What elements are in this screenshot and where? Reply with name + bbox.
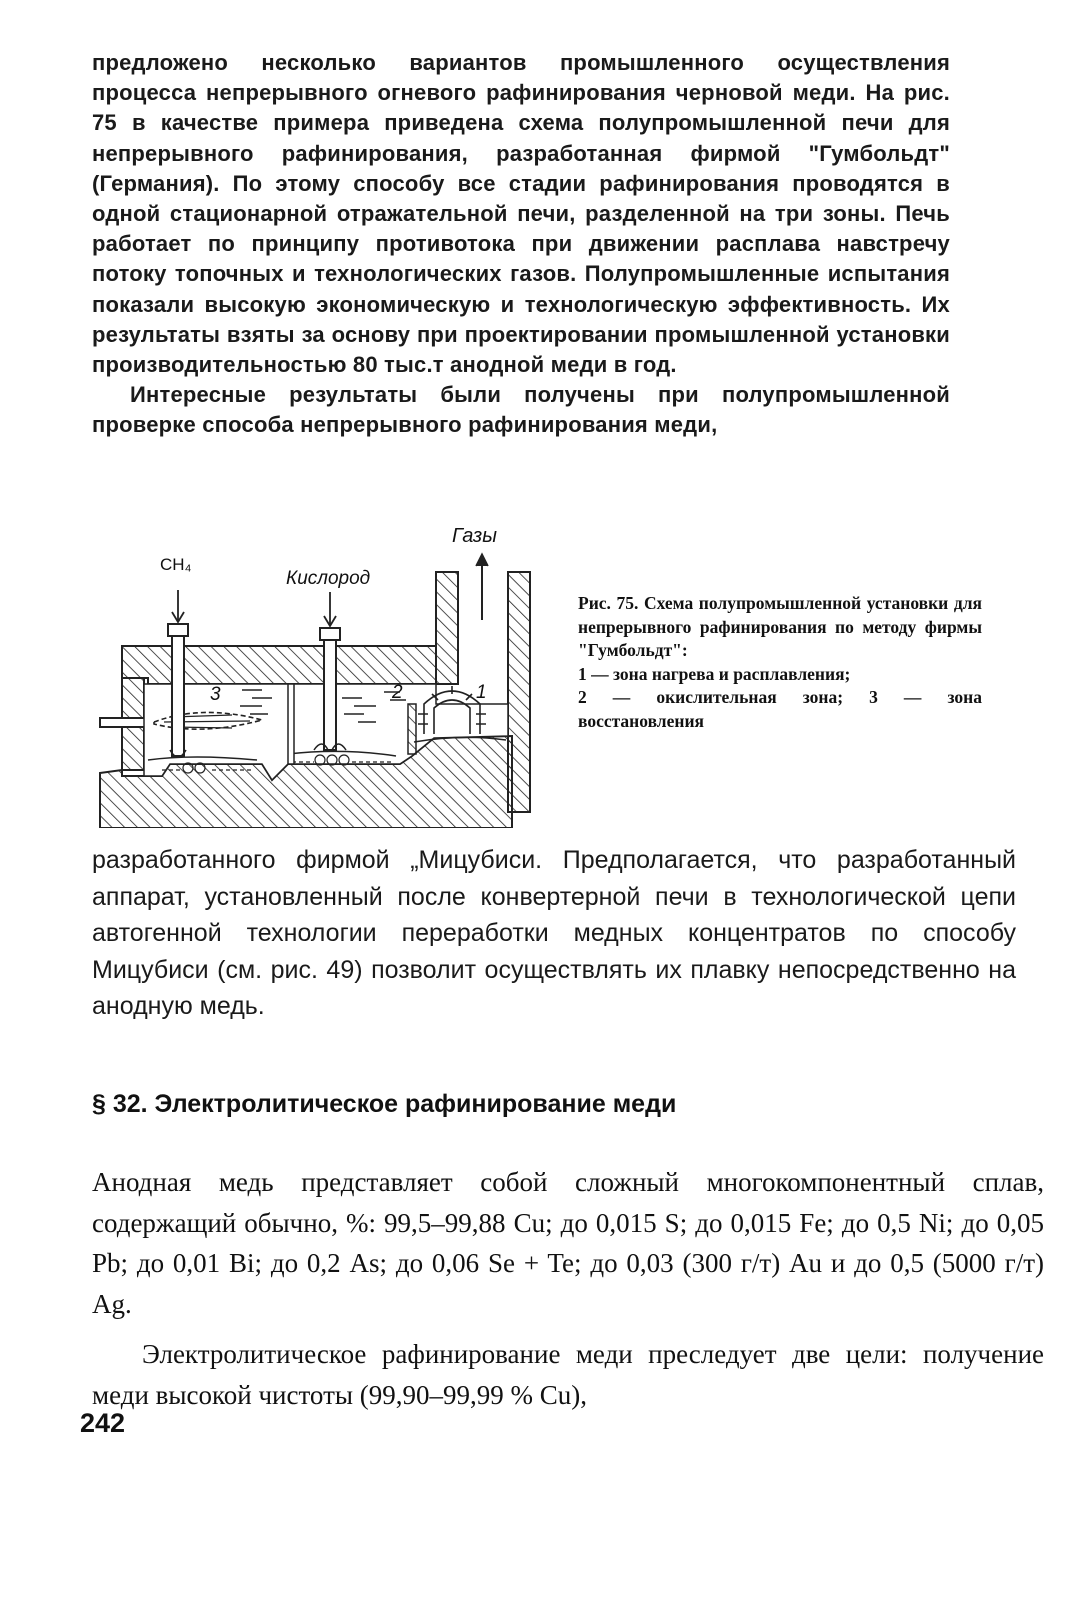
page-number: 242 bbox=[80, 1408, 126, 1438]
oxygen-lance-cap bbox=[320, 628, 340, 640]
gases-label: Газы bbox=[452, 528, 497, 547]
second-paragraph-end: разработанного фирмой „Мицубиси. Предполагается, что разработанный аппарат, установленный после конвертерной печи в технологической цепи автогенной технологии переработки медных концентратов по способу Мицубиси (см. рис. 49) позволит осуществлять их плавку непосредственно на анодную медь. bbox=[92, 846, 1016, 1021]
oxygen-lance bbox=[324, 636, 336, 750]
caption-zone-1: 1 — зона нагрева и расплавления; bbox=[578, 663, 851, 684]
figure-caption bbox=[578, 592, 982, 734]
furnace-diagram bbox=[92, 528, 538, 828]
caption-title: Рис. 75. Схема полупромышленной установки для непрерывного рафинирования по методу фирмы "Гумбольдт": bbox=[578, 593, 982, 661]
oxygen-label: Кислород bbox=[286, 568, 371, 589]
second-paragraph-start: Интересные результаты были получены при полупромышленной проверке способа непрерывного рафинирования меди, bbox=[92, 382, 950, 438]
zone-1-label: 1 bbox=[476, 682, 487, 703]
section-heading: § 32. Электролитическое рафинирование меди bbox=[92, 1090, 677, 1118]
bottom-text-block bbox=[92, 1162, 1044, 1415]
ch4-label: CH₄ bbox=[160, 555, 192, 574]
intro-paragraph: предложено несколько вариантов промышленного осуществления процесса непрерывного огневого рафинирования черновой меди. На рис. 75 в качестве примера приведена схема полупромышленной печи для непрерывного рафинирования, разработанная фирмой "Гумбольдт" (Германия). По этому способу все стадии рафинирования проводятся в одной стационарной отражательной печи, разделенной на три зоны. Печь работает по принципу противотока при движении расплава навстречу потоку топочных и технологических газов. Полупромышленные испытания показали высокую экономическую и технологическую эффективность. Их результаты взяты за основу при проектировании промышленной установки производительностью 80 тыс.т анодной меди в год. bbox=[92, 50, 950, 378]
ch4-lance bbox=[172, 632, 184, 756]
caption-zones-2-3: 2 — окислительная зона; 3 — зона восстановления bbox=[578, 687, 982, 731]
furnace-roof bbox=[122, 646, 436, 684]
partition-wall bbox=[288, 684, 294, 764]
ch4-lance-cap bbox=[168, 624, 188, 636]
zone-3-label: 3 bbox=[210, 684, 221, 705]
composition-paragraph: Анодная медь представляет собой сложный многокомпонентный сплав, содержащий обычно, %: 99,5–99,88 Cu; до 0,015 S; до 0,015 Fe; до 0,5 Ni; до 0,05 Pb; до 0,01 Bi; до 0,2 As; до 0,06 Se + Te; до 0,03 (300 г/т) Au и до 0,5 (5000 г/т) Ag. bbox=[92, 1167, 1044, 1319]
zone-2-label: 2 bbox=[392, 682, 403, 703]
goals-paragraph: Электролитическое рафинирование меди преследует две цели: получение меди высокой чистоты (99,90–99,99 % Cu), bbox=[92, 1339, 1044, 1410]
top-text-block bbox=[92, 48, 950, 441]
partition-wall-right bbox=[408, 704, 416, 754]
chimney-left-wall bbox=[436, 572, 458, 684]
